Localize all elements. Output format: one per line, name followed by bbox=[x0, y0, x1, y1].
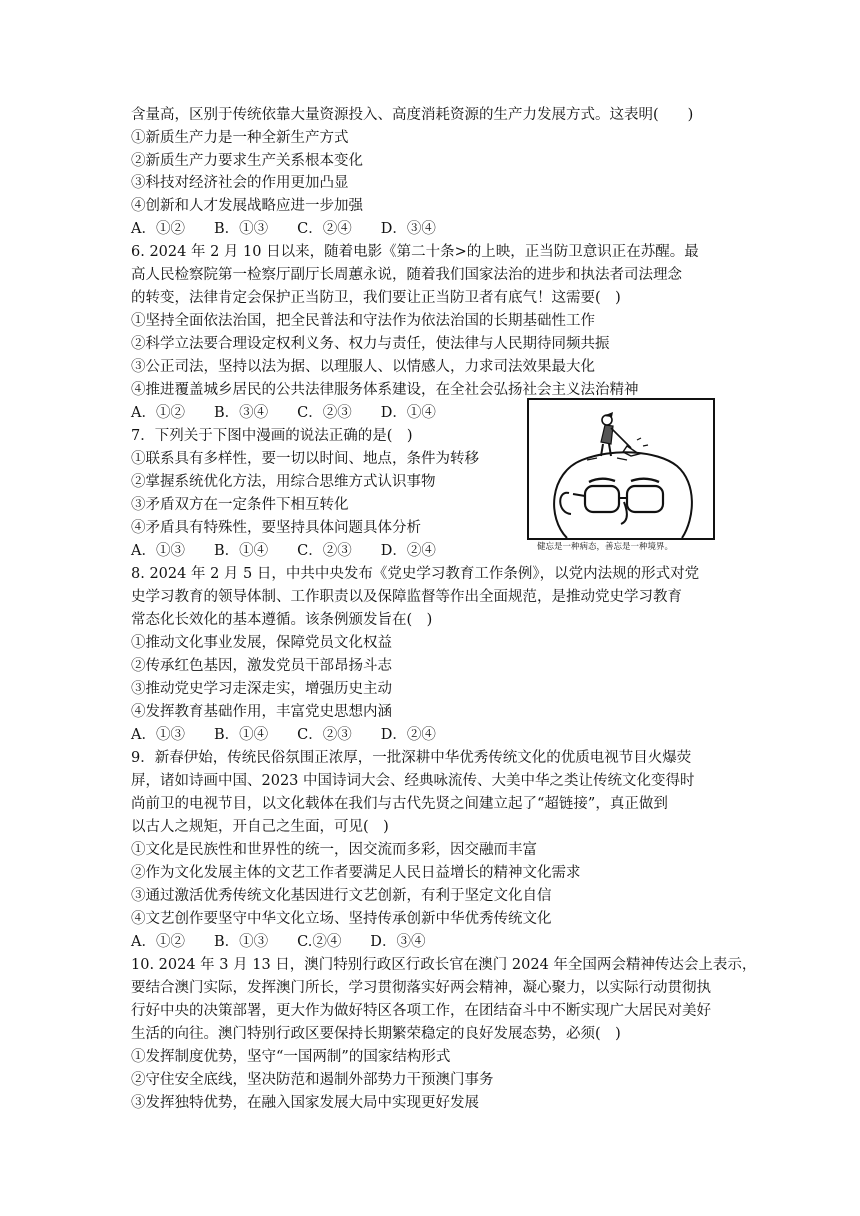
text-line: ④文艺创作要坚守中华文化立场、坚持传承创新中华优秀传统文化 bbox=[131, 911, 552, 927]
text-line: 高人民检察院第一检察厅副厅长周蕙永说，随着我们国家法治的进步和执法者司法理念 bbox=[131, 267, 682, 283]
text-line: 7．下列关于下图中漫画的说法正确的是( ) bbox=[131, 428, 413, 444]
text-line: 要结合澳门实际，发挥澳门所长，学习贯彻落实好两会精神，凝心聚力，以实际行动贯彻执 bbox=[131, 980, 711, 996]
text-line: ④推进覆盖城乡居民的公共法律服务体系建设，在全社会弘扬社会主义法治精神 bbox=[131, 382, 639, 398]
text-line: A．①② B．①③ C.②④ D．③④ bbox=[131, 934, 426, 950]
text-line: ③科技对经济社会的作用更加凸显 bbox=[131, 175, 349, 191]
text-line: ③通过激活优秀传统文化基因进行文艺创新，有利于坚定文化自信 bbox=[131, 888, 552, 904]
text-line: A．①② B．①③ C．②④ D．③④ bbox=[131, 221, 436, 237]
text-line: ④创新和人才发展战略应进一步加强 bbox=[131, 198, 363, 214]
text-line: A．①③ B．①④ C．②③ D．②④ bbox=[131, 543, 436, 559]
text-line: A．①③ B．①④ C．②③ D．②④ bbox=[131, 727, 436, 743]
text-line: 含量高，区别于传统依靠大量资源投入、高度消耗资源的生产力发展方式。这表明( ) bbox=[131, 107, 694, 123]
cartoon-figure bbox=[527, 398, 715, 556]
text-line: 生活的向往。澳门特别行政区要保持长期繁荣稳定的良好发展态势，必须( ) bbox=[131, 1026, 621, 1042]
text-line: 史学习教育的领导体制、工作职责以及保障监督等作出全面规范，是推动党史学习教育 bbox=[131, 589, 682, 605]
text-line: 8. 2024 年 2 月 5 日，中共中央发布《党史学习教育工作条例》，以党内法规的形式对党 bbox=[131, 566, 700, 582]
text-line: ①推动文化事业发展，保障党员文化权益 bbox=[131, 635, 392, 651]
text-line: ③推动党史学习走深走实，增强历史主动 bbox=[131, 681, 392, 697]
text-line: ②掌握系统优化方法，用综合思维方式认识事物 bbox=[131, 474, 436, 490]
text-line: ②守住安全底线，坚决防范和遏制外部势力干预澳门事务 bbox=[131, 1072, 494, 1088]
text-line: ②作为文化发展主体的文艺工作者要满足人民日益增长的精神文化需求 bbox=[131, 865, 581, 881]
text-line: 9．新春伊始，传统民俗氛围正浓厚，一批深耕中华优秀传统文化的优质电视节目火爆荧 bbox=[131, 750, 692, 766]
text-line: ④发挥教育基础作用，丰富党史思想内涵 bbox=[131, 704, 392, 720]
text-line: ①文化是民族性和世界性的统一，因交流而多彩，因交融而丰富 bbox=[131, 842, 537, 858]
text-line: ②新质生产力要求生产关系根本变化 bbox=[131, 153, 363, 169]
text-line: 6. 2024 年 2 月 10 日以来，随着电影《第二十条>的上映，正当防卫意识正在苏醒。最 bbox=[131, 244, 699, 260]
text-line: ①发挥制度优势，坚守“一国两制”的国家结构形式 bbox=[131, 1049, 451, 1065]
text-line: 常态化长效化的基本遵循。该条例颁发旨在( ) bbox=[131, 612, 433, 628]
text-line: ①坚持全面依法治国，把全民普法和守法作为依法治国的长期基础性工作 bbox=[131, 313, 595, 329]
cartoon-illustration bbox=[527, 398, 715, 556]
text-line: ①联系具有多样性，要一切以时间、地点，条件为转移 bbox=[131, 451, 479, 467]
text-line: ①新质生产力是一种全新生产方式 bbox=[131, 130, 349, 146]
text-line: A．①② B．③④ C．②③ D．①④ bbox=[131, 405, 436, 421]
text-line: ③发挥独特优势，在融入国家发展大局中实现更好发展 bbox=[131, 1095, 479, 1111]
cartoon-caption: 健忘是一种病态，善忘是一种境界。 bbox=[537, 542, 674, 552]
text-line: 屏，诸如诗画中国、2023 中国诗词大会、经典咏流传、大美中华之类让传统文化变得时 bbox=[131, 773, 695, 789]
text-line: ③矛盾双方在一定条件下相互转化 bbox=[131, 497, 349, 513]
text-line: 的转变，法律肯定会保护正当防卫，我们要让正当防卫者有底气！这需要( ) bbox=[131, 290, 621, 306]
text-line: 10. 2024 年 3 月 13 日，澳门特别行政区行政长官在澳门 2024 年全国两会精神传达会上表示， bbox=[131, 957, 757, 973]
text-line: ②传承红色基因，激发党员干部昂扬斗志 bbox=[131, 658, 392, 674]
text-line: 行好中央的决策部署，更大作为做好特区各项工作，在团结奋斗中不断实现广大居民对美好 bbox=[131, 1003, 711, 1019]
text-line: ③公正司法，坚持以法为据、以理服人、以情感人，力求司法效果最大化 bbox=[131, 359, 595, 375]
text-line: 以古人之规矩，开自己之生面，可见( ) bbox=[131, 819, 389, 835]
text-line: ②科学立法要合理设定权利义务、权力与责任，使法律与人民期待同频共振 bbox=[131, 336, 610, 352]
text-line: ④矛盾具有特殊性，要坚持具体问题具体分析 bbox=[131, 520, 421, 536]
text-line: 尚前卫的电视节目，以文化载体在我们与古代先贤之间建立起了“超链接”，真正做到 bbox=[131, 796, 668, 812]
